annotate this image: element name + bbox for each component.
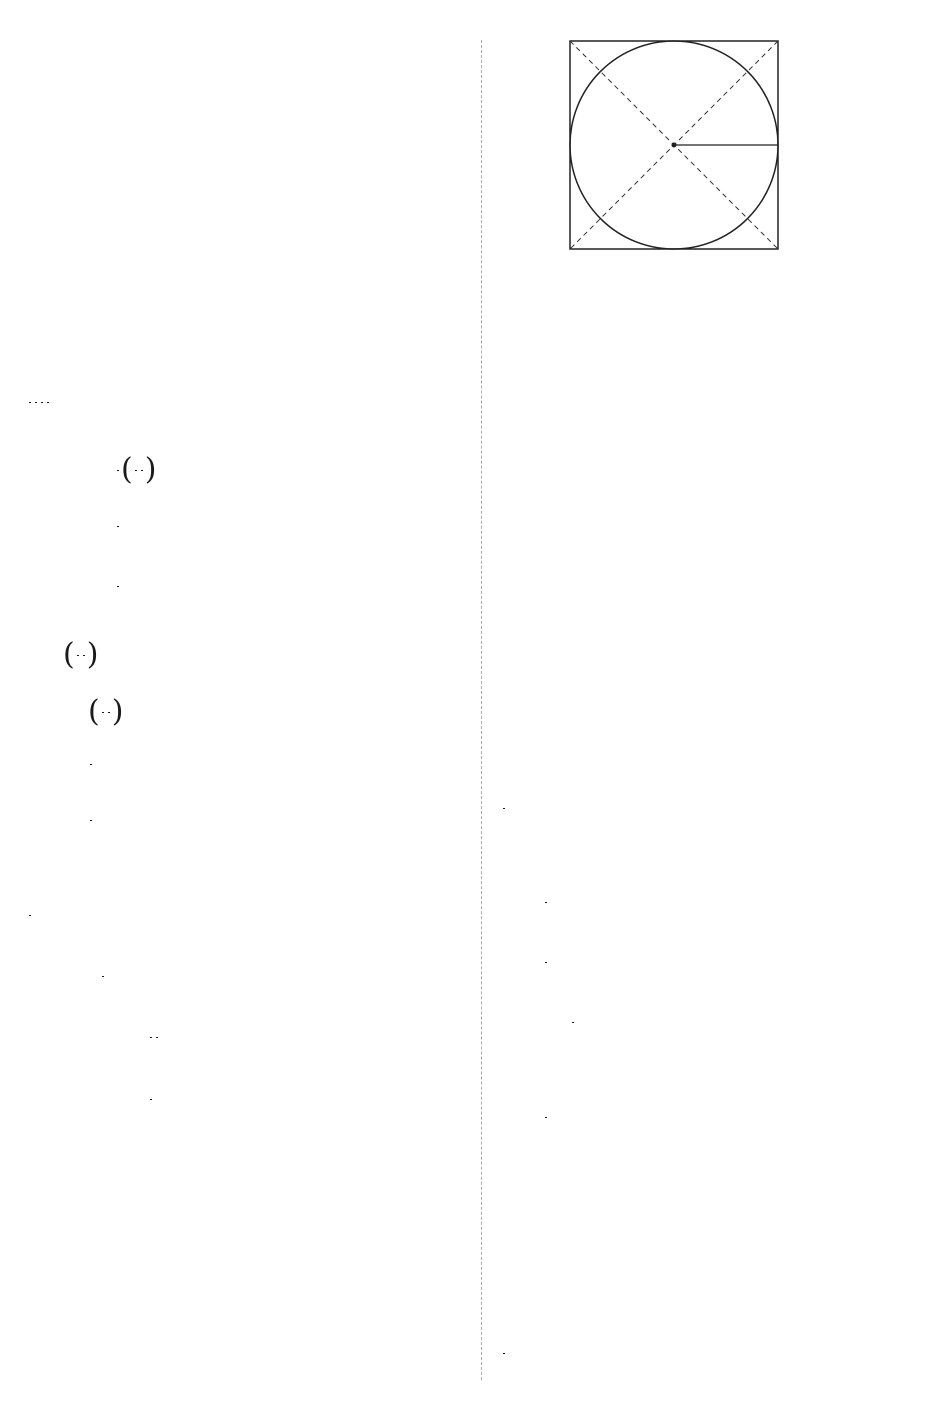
left-view-grid xyxy=(648,331,781,441)
answer-s5-4 xyxy=(501,1343,507,1363)
top-view-grid xyxy=(797,331,930,441)
fraction xyxy=(47,402,49,403)
column-divider xyxy=(481,40,483,1380)
eq1-line3 xyxy=(148,1027,160,1047)
calc-p1-line3 xyxy=(115,516,121,536)
eq-x-b xyxy=(570,1012,576,1032)
square-drawing-grid xyxy=(500,515,880,633)
fraction xyxy=(35,402,37,403)
eq1-line4 xyxy=(148,1089,154,1109)
circle-square-figure xyxy=(560,38,785,278)
calc-p2-line2: ( ) xyxy=(88,694,124,729)
answer-s5-2-1 xyxy=(501,798,507,818)
fraction xyxy=(41,402,43,403)
answer-s5-2-2b xyxy=(543,892,549,912)
calc-p1-line4 xyxy=(115,576,121,596)
eq1-line1 xyxy=(27,905,33,925)
calc-p1-line1 xyxy=(27,392,51,412)
calc-p2-line3 xyxy=(88,754,94,774)
front-view-grid xyxy=(500,331,633,441)
calc-p1-line2: ( ) xyxy=(115,455,156,485)
calc-p2-line1: ( ) xyxy=(63,637,99,672)
eq1-line2 xyxy=(100,966,106,986)
calc-p2-line4 xyxy=(88,810,94,830)
fraction xyxy=(29,402,31,403)
child-price xyxy=(543,1107,549,1127)
eq-x-a xyxy=(543,952,549,972)
